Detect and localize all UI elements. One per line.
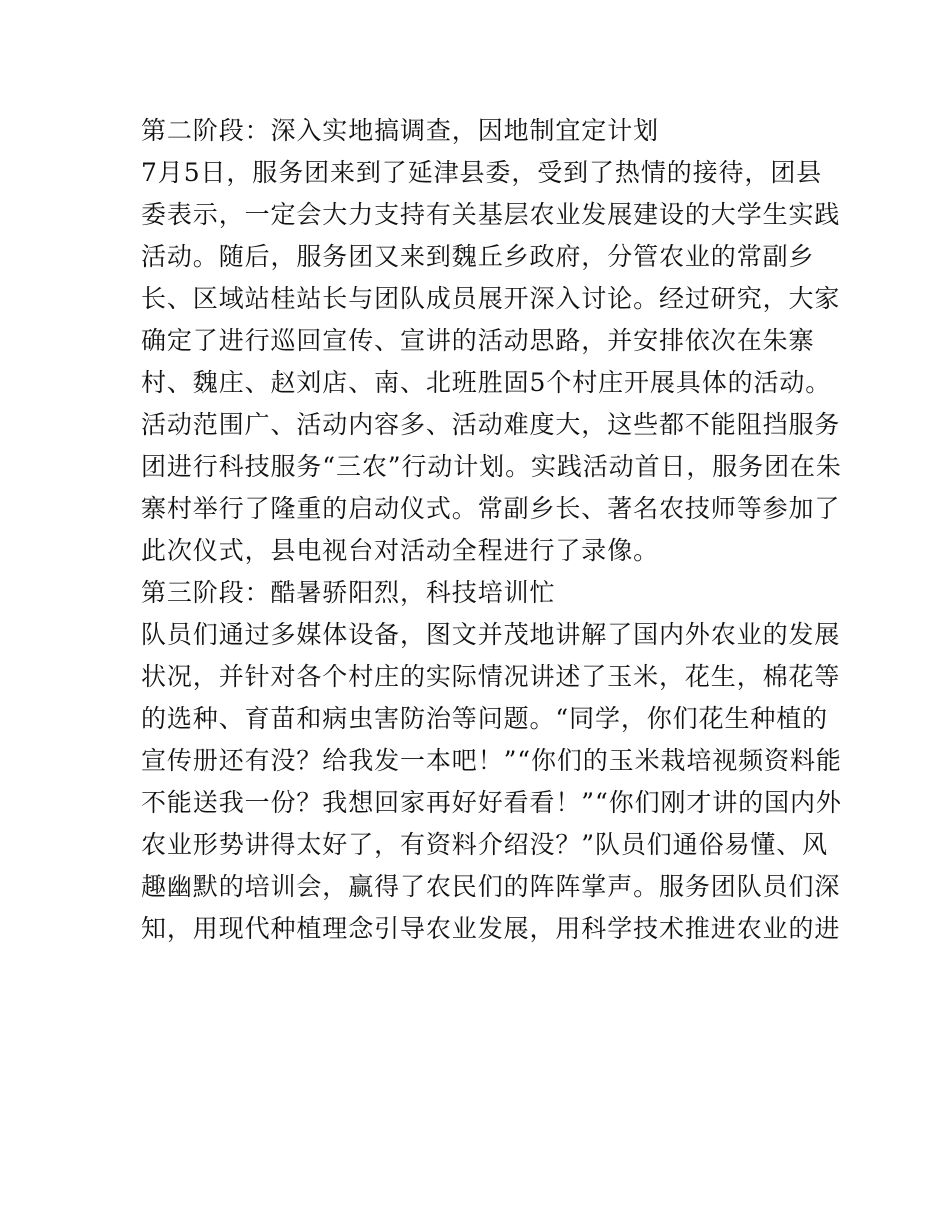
paragraph-line: 的选种、育苗和病虫害防治等问题。“同学，你们花生种植的 [141,704,829,733]
paragraph-line: 知，用现代种植理念引导农业发展，用科学技术推进农业的进 [141,914,841,943]
paragraph-line: 活动范围广、活动内容多、活动难度大，这些都不能阻挡服务 [141,410,841,439]
paragraph-line: 趣幽默的培训会，赢得了农民们的阵阵掌声。服务团队员们深 [141,872,841,901]
section-heading-stage-3: 第三阶段：酷暑骄阳烈，科技培训忙 [141,578,556,607]
paragraph-line: 寨村举行了隆重的启动仪式。常副乡长、著名农技师等参加了 [141,494,841,523]
paragraph-line: 确定了进行巡回宣传、宣讲的活动思路，并安排依次在朱寨 [141,326,815,355]
paragraph-line: 委表示，一定会大力支持有关基层农业发展建设的大学生实践 [141,200,841,229]
paragraph-line: 宣传册还有没？给我发一本吧！”“你们的玉米栽培视频资料能 [141,746,842,775]
document-body [141,110,842,950]
paragraph-line: 不能送我一份？我想回家再好好看看！”“你们刚才讲的国内外 [141,788,842,817]
paragraph-line: 此次仪式，县电视台对活动全程进行了录像。 [141,536,660,565]
paragraph-line: 长、区域站桂站长与团队成员展开深入讨论。经过研究，大家 [141,284,841,313]
section-heading-stage-2: 第二阶段：深入实地搞调查，因地制宜定计划 [141,116,660,145]
paragraph-line: 团进行科技服务“三农”行动计划。实践活动首日，服务团在朱 [141,452,842,481]
paragraph-line: 农业形势讲得太好了，有资料介绍没？”队员们通俗易懂、风 [141,830,829,859]
paragraph-line: 活动。随后，服务团又来到魏丘乡政府，分管农业的常副乡 [141,242,815,271]
paragraph-line: 村、魏庄、赵刘店、南、北班胜固5个村庄开展具体的活动。 [141,368,832,397]
paragraph-line: 队员们通过多媒体设备，图文并茂地讲解了国内外农业的发展 [141,620,841,649]
paragraph-line: 状况，并针对各个村庄的实际情况讲述了玉米，花生，棉花等 [141,662,841,691]
paragraph-line: 7月5日，服务团来到了延津县委，受到了热情的接待，团县 [141,158,823,187]
